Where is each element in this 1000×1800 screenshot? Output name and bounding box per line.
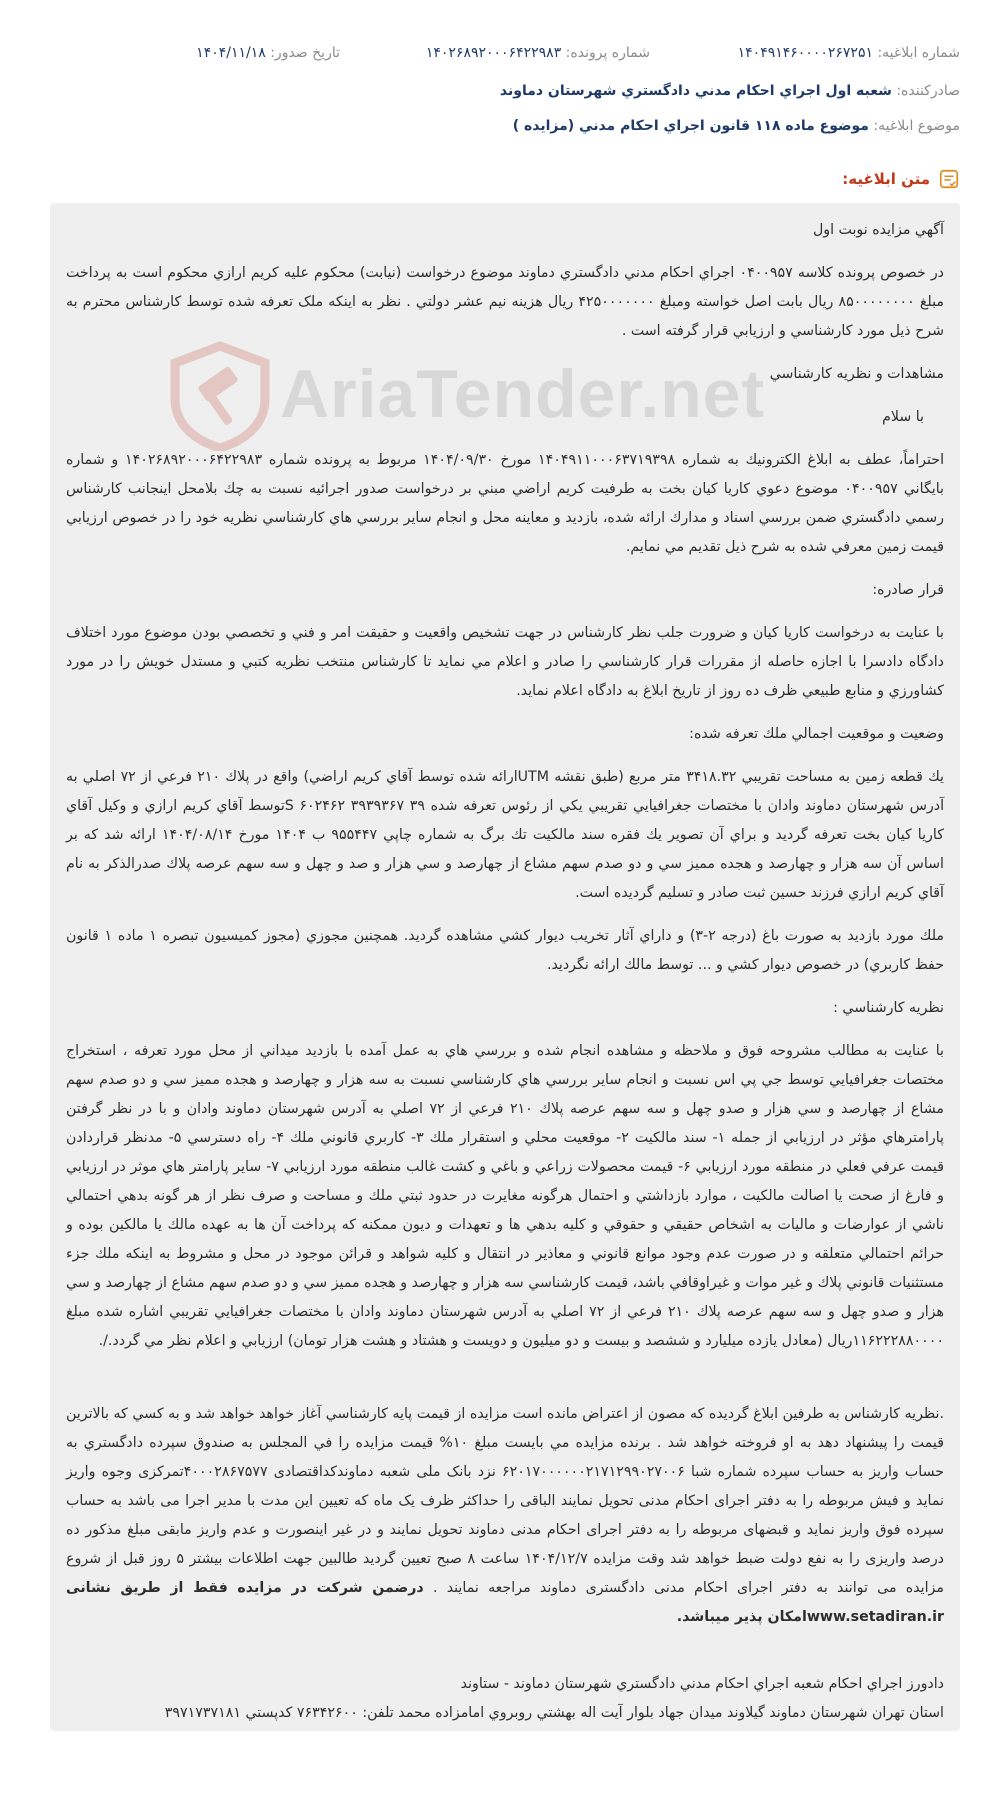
header-meta-row [40, 45, 960, 69]
case-number-value: ۱۴۰۲۶۸۹۲۰۰۰۶۴۲۲۹۸۳ [425, 45, 562, 61]
paragraph-expert-opinion: با عنايت به مطالب مشروحه فوق و ملاحظه و مشاهده انجام شده و بررسي هاي به عمل آمده با بازديد ميداني از محل مورد تعرفه ، استخراج مختصات جغرافيايي توسط جي پي اس نسبت و انجام ساير بررسي هاي کارشناسي نسبت به سه هزار و چهارصد و هجده مميز سي و دو صدم سهم مشاع از چهارصد و سي هزار و صدو چهل و سه سهم عرصه پلاك ۲۱۰ فرعي از ۷۲ اصلي به آدرس شهرستان دماوند وادان و با در نظر گرفتن پارامترهاي مؤثر در ارزيابي از جمله ۱- سند مالکيت ۲- موقعيت محلي و استقرار ملك ۳- کاربري قانوني ملك ۴- راه دسترسي ۵- مدنظر قراردادن قيمت عرفي فعلي در منطقه مورد ارزيابي ۶- قيمت محصولات زراعي و باغي و کشت غالب منطقه مورد ارزيابي ۷- ساير پارامتر هاي موثر در ارزيابي و فارغ از صحت يا اصالت مالکيت ، موارد بازداشتي و احتمال هرگونه مغايرت در حدود ثبتي ملك و مساحت و صرف نظر از هر گونه بدهي احتمالي ناشي از عوارضات و ماليات به اشخاص حقيقي و حقوقي و کليه بدهي ها و تعهدات و ديون ممکنه که پرداخت آن ها به عهده مالك يا مالکين بوده و حرائم احتمالي متعلقه و در صورت عدم وجود موانع قانوني و معاذير در انتقال و کليه شواهد و قرائن موجود در محل و مشروط به اينکه ملك جزء مستثنيات قانوني پلاك و غير موات و غيراوقافي باشد، قيمت کارشناسي سه هزار و چهارصد و هجده مميز سي و دو صدم سهم مشاع از چهارصد و سي هزار و صدو چهل و سه سهم عرصه پلاك ۲۱۰ فرعي از ۷۲ اصلي به آدرس شهرستان دماوند وادان با مختصات جغرافيايي تقريبي اشاره شده مبلغ ۱۱۶۲۲۲۸۸۰۰۰۰ريال (معادل يازده ميليارد و ششصد و بيست و دو ميليون و دويست و هشتاد و هشت هزار تومان) ارزيابي و اعلام نظر مي گردد./. [66, 1043, 945, 1349]
paragraph-reference: احتراماً، عطف به ابلاغ الکترونيك به شماره ۱۴۰۴۹۱۱۰۰۰۶۳۷۱۹۳۹۸ مورخ ۱۴۰۴/۰۹/۳۰ مربوط به پرونده شماره ۱۴۰۲۶۸۹۲۰۰۰۶۴۲۲۹۸۳ و شماره بايگاني ۰۴۰۰۹۵۷ موضوع دعوي کاريا کيان بخت به طرفيت کريم اراضي مبني بر درخواست صدور اجرائيه نسبت به چك بلامحل اينجانب کارشناس رسمي دادگستري ضمن بررسي اسناد و مدارك ارائه شده، بازديد و معاينه محل و انجام ساير بررسي هاي کارشناسي نظريه خود را در خصوص ارزيابي قيمت زمين معرفي شده به شرح ذيل تقديم مي نمايم. [66, 452, 945, 555]
paragraph-auction-terms [66, 1400, 944, 1632]
issuer-value: شعبه اول اجراي احکام مدني دادگستري شهرستان دماوند [499, 83, 892, 99]
notice-content [50, 203, 960, 1728]
paragraph-case: در خصوص پرونده کلاسه ۰۴۰۰۹۵۷ اجراي احکام مدني دادگستري دماوند موضوع درخواست (نيابت) محکوم عليه کريم ارازي محکوم است به پرداخت مبلغ ۸۵۰۰۰۰۰۰۰۰ ريال بابت اصل خواسته ومبلغ ۴۲۵۰۰۰۰۰۰۰ ريال هزينه نيم عشر دولتي . نظر به اينکه ملک تعرفه شده توسط کارشناس محترم به شرح ذيل مورد کارشناسي و ارزيابي قرار گرفته است . [66, 265, 944, 339]
paragraph-expert-opinion-heading: نظريه کارشناسي : [833, 1000, 944, 1016]
auction-heading: آگهي مزايده نوبت اول [812, 222, 944, 238]
paragraph-site-visit: ملك مورد بازديد به صورت باغ (درجه ۲-۳) و داراي آثار تخريب ديوار کشي مشاهده گرديد. همچنين مجوزي (مجوز کميسيون تبصره ۱ ماده ۱ قانون حفظ کاربري) در خصوص ديوار کشي و ... توسط مالك ارائه نگرديد. [66, 928, 944, 973]
auction-terms-text: .نظريه کارشناس به طرفين ابلاغ گرديده که مصون از اعتراض مانده است مزايده از قيمت پايه کارشناسي آغاز خواهد خواهد شد و به کسي که بالاترين قيمت را پيشنهاد دهد به او فروخته خواهد شد . برنده مزايده مي بايست مبلغ ۱۰% قيمت مزايده را في المجلس به صندوق سپرده دادگستري به حساب واريز به حساب سپرده شماره شبا ۶۲۰۱۷۰۰۰۰۰۰۲۱۷۱۲۹۹۰۲۷۰۰۶ نزد بانک ملی شعبه دماوندکداقتصادی ۴۰۰۰۲۸۶۷۵۷۷تمرکزی وجوه واریز نماید و فیش مربوطه را به دفتر اجرای احکام مدنی تحویل نمایند الباقی را حداکثر ظرف یک ماه که تعیین این مدت با مدیر اجرا می باشد به حساب سپرده فوق واریز نماید و قبضهای مربوطه را به دفتر اجرای احکام مدنی دماوند تحویل نمایند و در غیر اینصورت و عدم واریز مابقی مبلغ مذکور ده درصد واریزی را به نفع دولت ضبط خواهد شد وقت مزایده ۱۴۰۴/۱۲/۷ ساعت ۸ صبح تعیین گردید طالبین جهت اطلاعات بیشتر ۵ روز قبل از شروع مزایده می توانند به دفتر اجرای احکام مدنی دادگستری دماوند مراجعه نمایند . [66, 1406, 944, 1596]
notice-body-panel [50, 203, 960, 1731]
paragraph-order-heading: قرار صادره: [872, 582, 944, 598]
subject-value: موضوع ماده ۱۱۸ قانون اجراي احکام مدني (مزايده ) [512, 118, 869, 134]
notice-body-title-text: متن ابلاغيه: [842, 170, 930, 188]
issue-date-value: ۱۴۰۴/۱۱/۱۸ [196, 45, 266, 61]
issue-date-label: تاريخ صدور: [270, 45, 340, 61]
watermark-text: AriaTender.net [280, 356, 766, 432]
issuer-label: صادرکننده: [896, 83, 960, 99]
paragraph-observations-heading: مشاهدات و نظريه کارشناسي [769, 366, 944, 382]
auction-participation-note: درضمن شرکت در مزایده فقط از طریق نشانی www.setadiran.irامکان پذیر میباشد. [66, 1580, 944, 1625]
paragraph-status-heading: وضعيت و موقعيت اجمالي ملك تعرفه شده: [689, 726, 944, 742]
case-number-label: شماره پرونده: [565, 45, 650, 61]
signature-block [66, 1670, 944, 1728]
subject-row [40, 118, 960, 134]
subject-label: موضوع ابلاغيه: [873, 118, 960, 134]
notice-number-label: شماره ابلاغيه: [877, 45, 960, 61]
issuer-row [40, 83, 960, 99]
notice-number-value: ۱۴۰۴۹۱۴۶۰۰۰۰۲۶۷۲۵۱ [737, 45, 873, 61]
paragraph-order: با عنايت به درخواست کاريا کيان و ضرورت جلب نظر کارشناس در جهت تشخيص واقعيت و حقيقت امر و فني و تخصصي بودن موضوع مورد اختلاف دادگاه دادسرا با اجازه حاصله از مقررات قرار کارشناسي را صادر و اعلام مي نمايد تا کارشناس منتخب نظريه کتبي و مستدل خويش را در مورد کشاورزي و منابع طبيعي ظرف ده روز از تاريخ ابلاغ به دادگاه اعلام نمايد. [66, 625, 944, 699]
notice-number [738, 45, 960, 61]
paragraph-land-description: يك قطعه زمين به مساحت تقريبي ۳۴۱۸.۳۲ متر مربع (طبق نقشه UTMارائه شده توسط آقاي کريم اراضي) واقع در پلاك ۲۱۰ فرعي از ۷۲ اصلي به آدرس شهرستان دماوند وادان با مختصات جغرافيايي تقريبي يکي از رئوس تعرفه شده ۳۹ ۳۹۳۹۳۶۷ ۶۰۲۴۶۲ Sتوسط آقاي کريم ارازي و وکيل آقاي کاريا کيان بخت تعرفه گرديد و براي آن تصوير يك فقره سند مالکيت تك برگ به شماره چاپي ۹۵۵۴۴۷ ب ۱۴۰۴ مورخ ۱۴۰۴/۰۸/۱۴ ارائه شد که بر اساس آن سه هزار و چهارصد و هجده مميز سي و دو صدم سهم مشاع از چهارصد و سي هزار و صد و چهل و سه سهم عرصه پلاك صدرالذکر به نام آقاي کريم ارازي فرزند حسين ثبت صادر و تسليم گرديده است. [66, 769, 945, 901]
signature-officer: دادورز اجراي احکام شعبه اجراي احکام مدني دادگستري شهرستان دماوند - ستاوند [460, 1676, 944, 1692]
case-number [426, 45, 650, 61]
issue-date [196, 45, 340, 61]
notice-body-title [842, 168, 960, 190]
paragraph-greeting: با سلام [882, 409, 924, 425]
document-icon [938, 168, 960, 190]
signature-address: استان تهران شهرستان دماوند گيلاوند ميدان جهاد بلوار آيت اله بهشتي روبروي امامزاده محمد تلفن: ۷۶۳۴۲۶۰۰ کدپستي ۳۹۷۱۷۳۷۱۸۱ [164, 1705, 944, 1721]
